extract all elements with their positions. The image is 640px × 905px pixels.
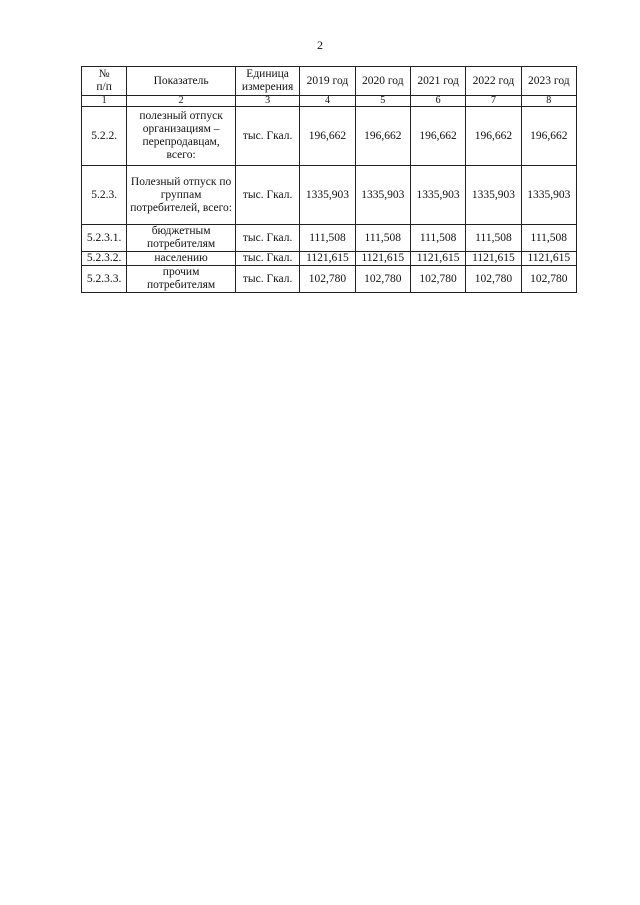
row-indicator xyxy=(127,107,236,166)
row-code: 5.2.2. xyxy=(82,107,127,166)
table-row xyxy=(82,107,577,166)
table-row xyxy=(82,252,577,266)
header-indicator: Показатель xyxy=(127,67,236,96)
row-indicator xyxy=(127,166,236,225)
row-value: 102,780 xyxy=(355,266,410,293)
header-year-2022: 2022 год xyxy=(466,67,521,96)
row-indicator-text: населению xyxy=(154,252,208,264)
header-row xyxy=(82,67,577,96)
row-indicator-text: полезный отпуск организациям – перепродавцам, всего: xyxy=(139,110,223,161)
row-code: 5.2.3. xyxy=(82,166,127,225)
row-indicator xyxy=(127,266,236,293)
row-unit: тыс. Гкал. xyxy=(235,107,299,166)
row-value: 1121,615 xyxy=(521,252,576,266)
data-table xyxy=(81,66,577,293)
row-value: 196,662 xyxy=(410,107,465,166)
row-value: 111,508 xyxy=(355,225,410,252)
row-value: 111,508 xyxy=(521,225,576,252)
row-value: 1335,903 xyxy=(355,166,410,225)
row-value: 196,662 xyxy=(466,107,521,166)
table-row xyxy=(82,266,577,293)
row-value: 196,662 xyxy=(355,107,410,166)
row-indicator xyxy=(127,252,236,266)
row-value: 102,780 xyxy=(521,266,576,293)
row-unit: тыс. Гкал. xyxy=(235,252,299,266)
row-value: 1335,903 xyxy=(300,166,355,225)
header-year-2019: 2019 год xyxy=(300,67,355,96)
row-code: 5.2.3.2. xyxy=(82,252,127,266)
row-value: 102,780 xyxy=(300,266,355,293)
header-year-2023: 2023 год xyxy=(521,67,576,96)
column-number: 5 xyxy=(355,96,410,107)
row-unit: тыс. Гкал. xyxy=(235,166,299,225)
row-unit: тыс. Гкал. xyxy=(235,266,299,293)
header-num: № п/п xyxy=(82,67,127,96)
row-value: 102,780 xyxy=(466,266,521,293)
header-unit: Единица измерения xyxy=(235,67,299,96)
column-number: 1 xyxy=(82,96,127,107)
column-number: 3 xyxy=(235,96,299,107)
row-value: 1335,903 xyxy=(521,166,576,225)
row-code: 5.2.3.3. xyxy=(82,266,127,293)
page-number: 2 xyxy=(317,38,323,52)
row-value: 1121,615 xyxy=(355,252,410,266)
table-row xyxy=(82,225,577,252)
row-code: 5.2.3.1. xyxy=(82,225,127,252)
row-indicator-text: бюджетным потребителям xyxy=(146,225,216,250)
row-indicator xyxy=(127,225,236,252)
column-number: 4 xyxy=(300,96,355,107)
row-value: 111,508 xyxy=(300,225,355,252)
row-unit: тыс. Гкал. xyxy=(235,225,299,252)
row-value: 111,508 xyxy=(410,225,465,252)
table-row xyxy=(82,166,577,225)
row-value: 1335,903 xyxy=(410,166,465,225)
row-value: 1335,903 xyxy=(466,166,521,225)
column-number: 8 xyxy=(521,96,576,107)
column-number: 6 xyxy=(410,96,465,107)
row-value: 1121,615 xyxy=(466,252,521,266)
header-year-2021: 2021 год xyxy=(410,67,465,96)
column-number: 2 xyxy=(127,96,236,107)
column-number-row xyxy=(82,96,577,107)
row-value: 196,662 xyxy=(300,107,355,166)
row-value: 196,662 xyxy=(521,107,576,166)
column-number: 7 xyxy=(466,96,521,107)
row-value: 102,780 xyxy=(410,266,465,293)
row-indicator-text: Полезный отпуск по группам потребителей, всего: xyxy=(130,175,232,214)
header-year-2020: 2020 год xyxy=(355,67,410,96)
row-value: 1121,615 xyxy=(300,252,355,266)
row-value: 1121,615 xyxy=(410,252,465,266)
row-indicator-text: прочим потребителям xyxy=(146,266,216,291)
row-value: 111,508 xyxy=(466,225,521,252)
